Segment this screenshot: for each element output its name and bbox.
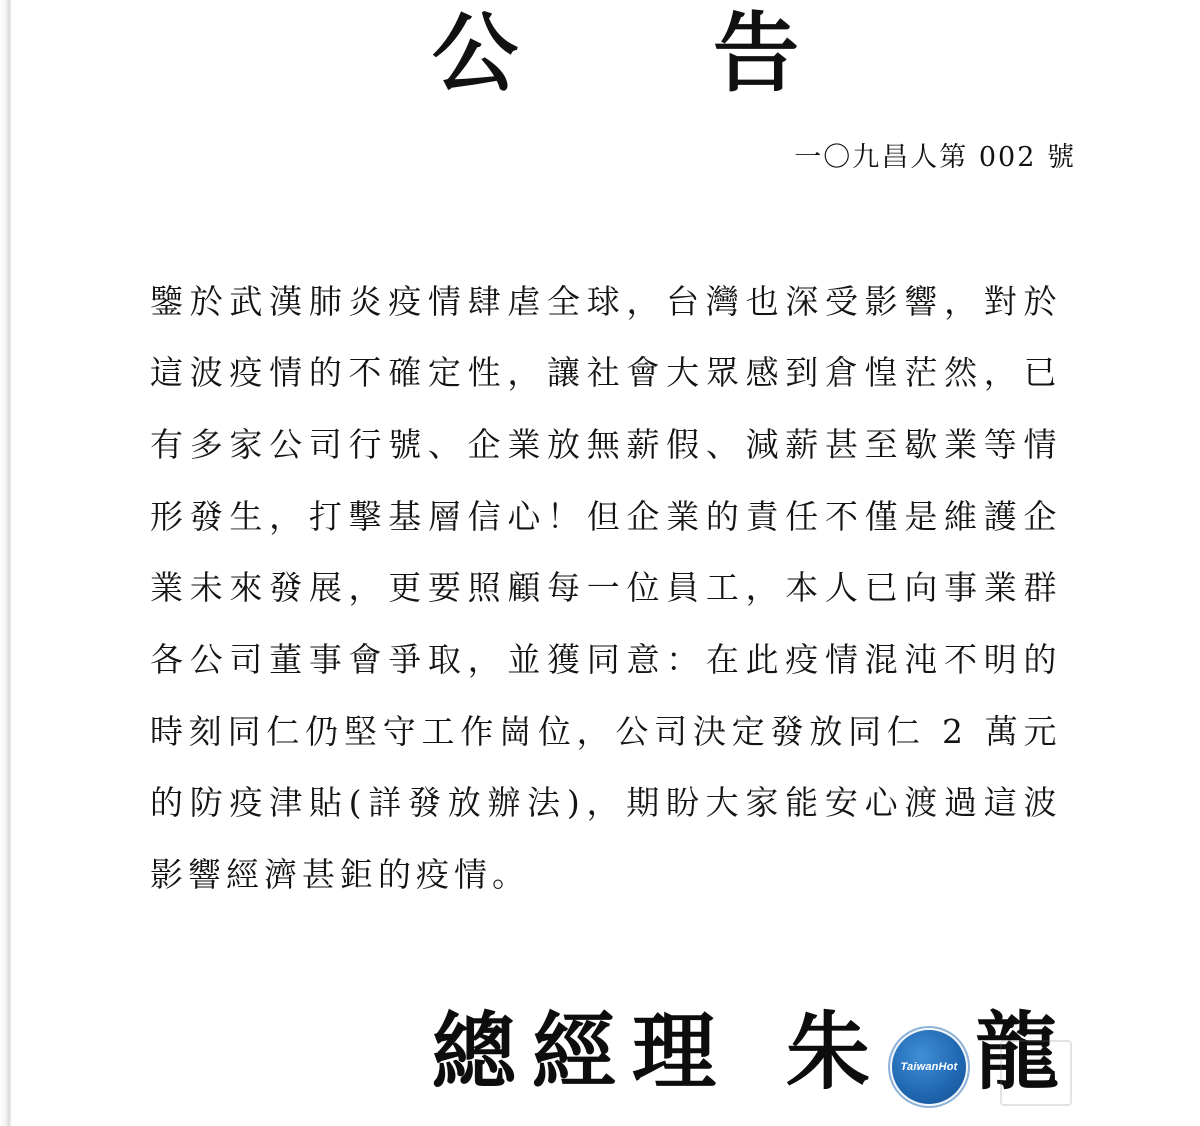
watermark-logo <box>892 1030 966 1104</box>
seal-stamp <box>1000 1040 1072 1106</box>
body-line: 時刻同仁仍堅守工作崗位，公司決定發放同仁 2 萬元 <box>150 712 1062 751</box>
watermark-text: TaiwanHot <box>900 1061 958 1073</box>
body-line: 影響經濟甚鉅的疫情。 <box>150 855 530 894</box>
body-line: 業未來發展，更要照顧每一位員工，本人已向事業群 <box>150 568 1062 607</box>
body-line: 各公司董事會爭取，並獲同意：在此疫情混沌不明的 <box>150 640 1062 679</box>
body-line: 有多家公司行號、企業放無薪假、減薪甚至歇業等情 <box>150 425 1062 464</box>
body-line: 形發生，打擊基層信心！但企業的責任不僅是維護企 <box>150 497 1062 536</box>
signature-name-last: 龍 <box>975 1002 1060 1101</box>
document-number: 一〇九昌人第 002 號 <box>794 142 1076 173</box>
body-line: 鑒於武漢肺炎疫情肆虐全球，台灣也深受影響，對於 <box>150 282 1062 321</box>
signature-title: 總經理 <box>432 1002 733 1101</box>
page-edge-shadow <box>0 0 12 1126</box>
body-line: 的防疫津貼(詳發放辦法)，期盼大家能安心渡過這波 <box>150 783 1062 822</box>
title-char-1: 公 <box>432 3 518 104</box>
signature-name-first: 朱 <box>786 1002 871 1101</box>
body-line: 這波疫情的不確定性，讓社會大眾感到倉惶茫然，已 <box>150 353 1062 392</box>
title-char-2: 告 <box>713 3 799 104</box>
